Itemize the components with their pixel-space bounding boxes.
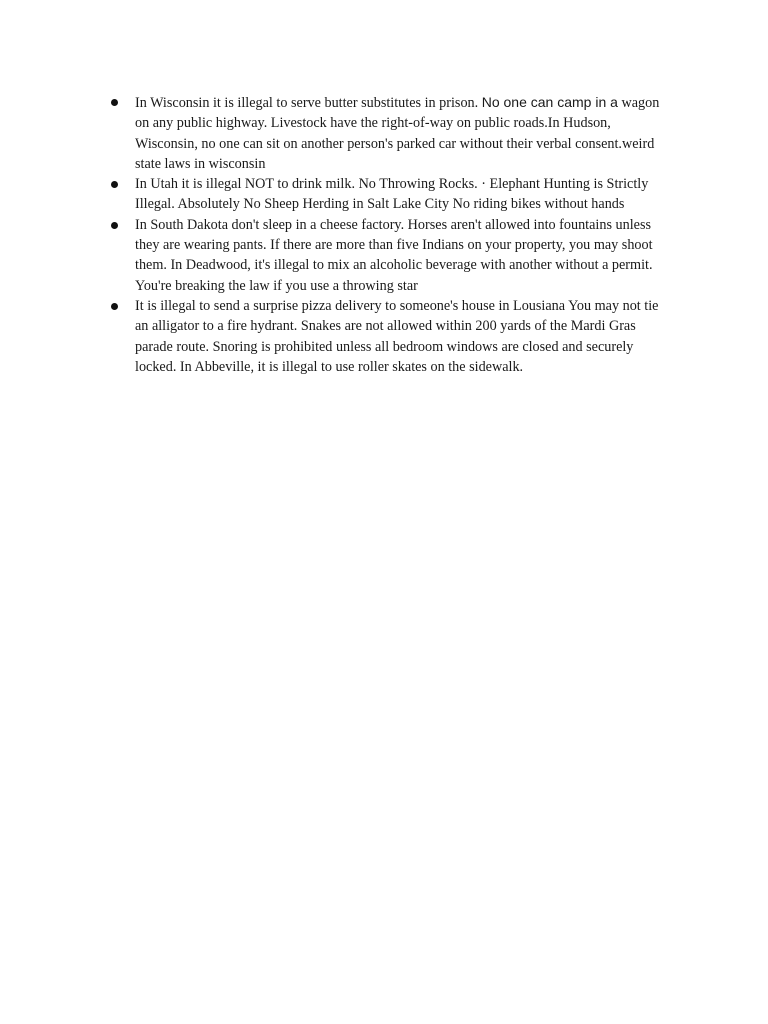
bullet-text: In South Dakota don't sleep in a cheese factory. Horses aren't allowed into fountains unless they are wearing pants. If there are more than five Indians on your property, you may shoot them. In Deadwood, it's illegal to mix an alcoholic beverage with another without a permit. You're breaking the law if you use a throwing star xyxy=(135,216,653,294)
bullet-text-part: No one can camp in a xyxy=(481,94,618,110)
bullet-text-part: In Wisconsin it is illegal to serve butter substitutes in prison. xyxy=(135,95,482,111)
bullet-item-wisconsin xyxy=(110,92,670,174)
bullet-icon xyxy=(111,303,118,310)
bullet-text: In Utah it is illegal NOT to drink milk. No Throwing Rocks. · Elephant Hunting is Strictly Illegal. Absolutely No Sheep Herding in Salt Lake City No riding bikes without hands xyxy=(135,176,649,213)
bullet-item-louisiana xyxy=(110,296,670,377)
bullet-list xyxy=(110,92,670,377)
bullet-text-part: wagon on any public highway. Livestock have the right-of-way on public roads.In Hudson, Wisconsin, no one can sit on another person's parked car without their verbal consent.weird state laws in wisconsin xyxy=(135,95,660,172)
bullet-icon xyxy=(111,222,118,229)
bullet-item-south-dakota xyxy=(110,215,670,296)
bullet-item-utah xyxy=(110,174,670,215)
bullet-icon xyxy=(111,181,118,188)
bullet-text: It is illegal to send a surprise pizza delivery to someone's house in Lousiana You may not tie an alligator to a fire hydrant. Snakes are not allowed within 200 yards of the Mardi Gras parade route. Snoring is prohibited unless all bedroom windows are closed and securely locked. In Abbeville, it is illegal to use roller skates on the sidewalk. xyxy=(135,297,659,375)
bullet-icon xyxy=(111,99,118,106)
